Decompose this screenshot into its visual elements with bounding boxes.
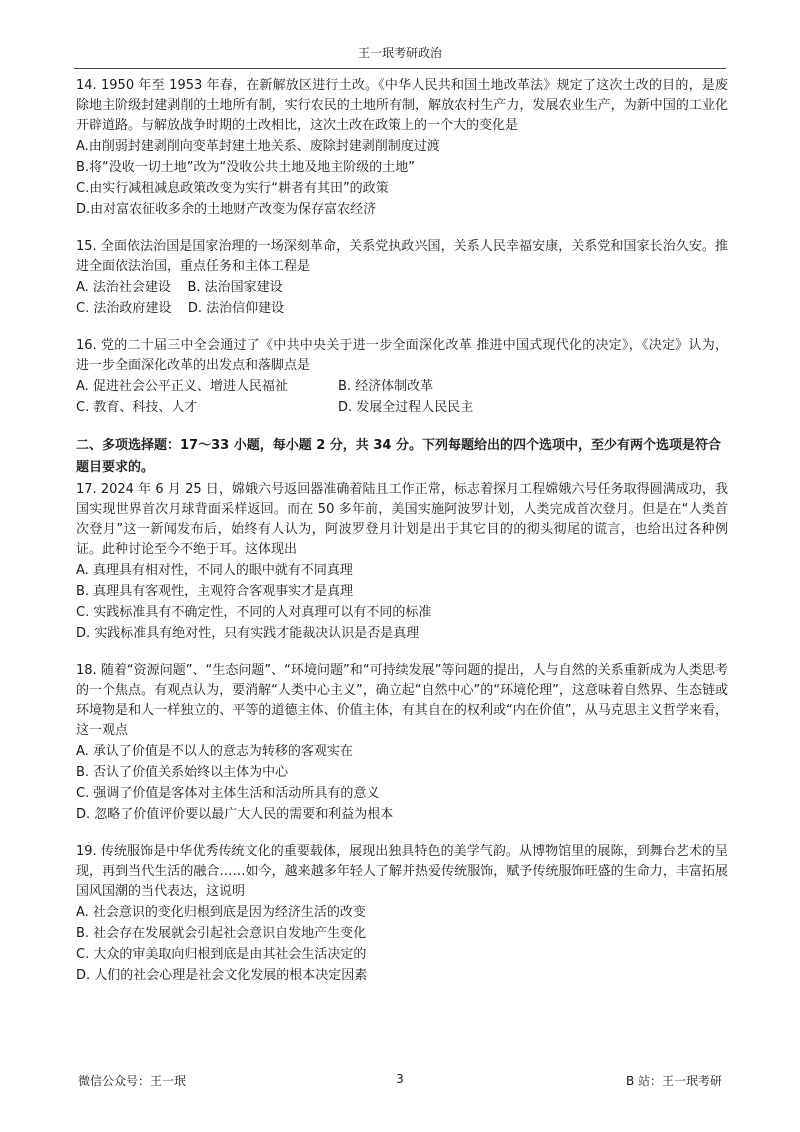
option-d: D. 忽略了价值评价要以最广大人民的需要和利益为根本 (76, 807, 394, 822)
option-c: C. 教育、科技、人才 (76, 400, 198, 415)
option-a: A. 促进社会公平正义、增进人民福祉 (76, 379, 288, 394)
option-d: D.由对富农征收多余的土地财产改变为保存富农经济 (76, 202, 377, 217)
question-14 (76, 76, 728, 220)
question-19 (76, 842, 728, 986)
option-c: C. 强调了价值是客体对主体生活和活动所具有的意义 (76, 786, 380, 801)
question-stem: 14. 1950 年至 1953 年春，在新解放区进行土改。《中华人民共和国土地改革法》规定了这次土改的目的，是废除地主阶级封建剥削的土地所有制，实行农民的土地所有制，解放农村生产力，发展农业生产，为新中国的工业化开辟道路。与解放战争时期的土改相比，这次土改在政策上的一个大的变化是 (76, 78, 728, 133)
option-c: C. 实践标准具有不确定性，不同的人对真理可以有不同的标准 (76, 605, 432, 620)
question-17 (76, 480, 728, 644)
option-d: D. 法治信仰建设 (187, 301, 285, 316)
question-stem: 18. 随着“资源问题”、“生态问题”、“环境问题”和“可持续发展”等问题的提出，人与自然的关系重新成为人类思考的一个焦点。有观点认为，要消解“人类中心主义”，确立起“自然中心”的“环境伦理”，这意味着自然界、生态链或环境物是和人一样独立的、平等的道德主体、价值主体，有其自在的权利或“内在价值”，从马克思主义哲学来看，这一观点 (76, 663, 728, 738)
option-d: D. 人们的社会心理是社会文化发展的根本决定因素 (76, 968, 368, 983)
option-b: B. 社会存在发展就会引起社会意识自发地产生变化 (76, 926, 367, 941)
option-c: C.由实行减租减息政策改变为实行“耕者有其田”的政策 (76, 181, 389, 196)
option-c: C. 大众的审美取向归根到底是由其社会生活决定的 (76, 947, 367, 962)
option-row (76, 397, 728, 418)
question-stem: 17. 2024 年 6 月 25 日，嫦娥六号返回器准确着陆且工作正常，标志着探月工程嫦娥六号任务取得圆满成功，我国实现世界首次月球背面采样返回。而在 50 多年前，美国实施阿波罗计划，人类完成首次登月。但是在“人类首次登月”这一新闻发布后，始终有人认为，阿波罗登月计划是出于其它目的的彻头彻尾的谎言，也给出过各种例证。此种讨论至今不绝于耳。这体现出 (76, 482, 728, 557)
question-15 (76, 237, 728, 319)
option-a: A.由削弱封建剥削向变革封建土地关系、废除封建剥削制度过渡 (76, 139, 440, 154)
option-a: A. 法治社会建设 (76, 280, 171, 295)
section-heading: 二、多项选择题：17～33 小题，每小题 2 分，共 34 分。下列每题给出的四个选项中，至少有两个选项是符合题目要求的。 (76, 438, 721, 475)
question-stem: 19. 传统服饰是中华优秀传统文化的重要载体，展现出独具特色的美学气韵。从博物馆里的展陈，到舞台艺术的呈现，再到当代生活的融合……如今，越来越多年轻人了解并热爱传统服饰，赋予传统服饰旺盛的生命力，丰富拓展国风国潮的当代表达，这说明 (76, 844, 728, 899)
option-c: C. 法治政府建设 (76, 301, 172, 316)
question-18 (76, 661, 728, 825)
option-row (76, 376, 728, 397)
option-b: B. 真理具有客观性，主观符合客观事实才是真理 (76, 584, 354, 599)
question-16 (76, 336, 728, 418)
page-header: 王一珉考研政治 (74, 44, 726, 69)
option-b: B. 法治国家建设 (187, 280, 283, 295)
option-d: D. 发展全过程人民民主 (338, 400, 474, 415)
page-number: 3 (396, 1072, 404, 1086)
option-a: A. 社会意识的变化归根到底是因为经济生活的改变 (76, 905, 366, 920)
footer-wechat: 微信公众号：王一珉 (78, 1074, 187, 1088)
question-stem: 16. 党的二十届三中全会通过了《中共中央关于进一步全面深化改革 推进中国式现代化的决定》，《决定》认为，进一步全面深化改革的出发点和落脚点是 (76, 338, 728, 373)
option-b: B.将“没收一切土地”改为“没收公共土地及地主阶级的土地” (76, 160, 415, 175)
option-d: D. 实践标准具有绝对性，只有实践才能裁决认识是否是真理 (76, 626, 420, 641)
option-row (76, 277, 728, 298)
option-a: A. 承认了价值是不以人的意志为转移的客观实在 (76, 744, 353, 759)
option-row (76, 298, 728, 319)
footer-bilibili: B 站：王一珉考研 (625, 1074, 722, 1088)
page-content (76, 76, 728, 1003)
option-b: B. 否认了价值关系始终以主体为中心 (76, 765, 289, 780)
option-a: A. 真理具有相对性，不同人的眼中就有不同真理 (76, 563, 353, 578)
question-stem: 15. 全面依法治国是国家治理的一场深刻革命，关系党执政兴国，关系人民幸福安康，关系党和国家长治久安。推进全面依法治国，重点任务和主体工程是 (76, 239, 728, 274)
option-b: B. 经济体制改革 (338, 379, 434, 394)
